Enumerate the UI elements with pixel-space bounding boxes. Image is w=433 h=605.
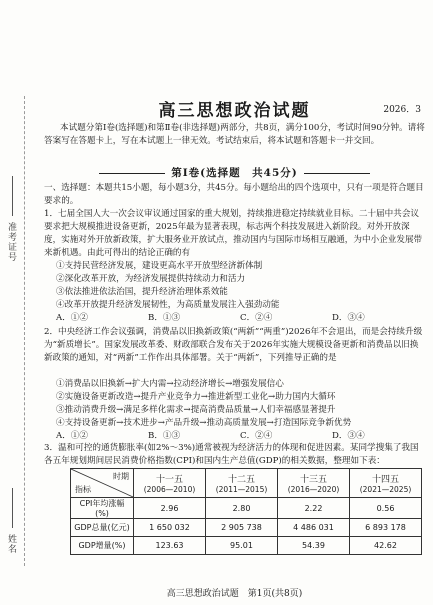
table-cell: 2.22 bbox=[278, 498, 350, 519]
table-cell: 1 650 032 bbox=[134, 519, 206, 537]
corner-top-label: 时期 bbox=[113, 472, 129, 481]
table-cell: 0.56 bbox=[350, 498, 422, 519]
table-cell: 6 893 178 bbox=[350, 519, 422, 537]
period-years: (2016—2020) bbox=[287, 485, 340, 494]
question-1-option: ①支持民营经济发展，建设更高水平开放型经济新体制 bbox=[56, 261, 263, 271]
period-years: (2011—2015) bbox=[215, 485, 268, 494]
table-header-cell bbox=[278, 469, 350, 498]
table-cell: 95.01 bbox=[206, 537, 278, 555]
corner-bottom-label: 指标 bbox=[75, 485, 91, 494]
binding-margin bbox=[0, 0, 34, 605]
section-1-title: 第Ⅰ卷(选择题 共45分) bbox=[171, 167, 298, 179]
question-2-choice-d[interactable]: D．③④ bbox=[332, 431, 365, 441]
exam-title: 高三思想政治试题 bbox=[158, 101, 311, 121]
period-years: (2021—2025) bbox=[359, 485, 412, 494]
row-label: GDP增量(%) bbox=[71, 537, 134, 555]
name-blank bbox=[12, 488, 14, 528]
question-2-option: ③推动消费升级→满足多样化需求→提高消费品质量→人们幸福感显著提升 bbox=[56, 405, 336, 415]
question-1-choice-a[interactable]: A．①② bbox=[56, 313, 88, 323]
question-1-choice-c[interactable]: C．②④ bbox=[240, 313, 273, 323]
table-header-cell bbox=[206, 469, 278, 498]
row-label: GDP总量(亿元) bbox=[71, 519, 134, 537]
period-name: 十一五 bbox=[155, 475, 183, 485]
seat-number-blank bbox=[12, 176, 14, 216]
table-cell: 123.63 bbox=[134, 537, 206, 555]
table-header-cell bbox=[134, 469, 206, 498]
question-2-option: ④支持设备更新→技术进步→产品升级→推动高质量发展→打造国际竞争新优势 bbox=[56, 418, 352, 428]
heading-rule-left bbox=[99, 173, 165, 174]
section-1-heading bbox=[44, 165, 425, 180]
row-label: CPI年均涨幅(%) bbox=[71, 498, 134, 519]
table-corner-cell bbox=[71, 469, 134, 498]
question-2-choice-c[interactable]: C．②④ bbox=[240, 431, 273, 441]
question-1-choice-d[interactable]: D．③④ bbox=[332, 313, 365, 323]
period-years: (2006—2010) bbox=[143, 485, 196, 494]
question-1-option: ②深化改革开放，为经济发展提供持续动力和活力 bbox=[56, 274, 246, 284]
table-row bbox=[71, 519, 422, 537]
exam-date: 2026．3 bbox=[383, 105, 421, 115]
table-cell: 4 486 031 bbox=[278, 519, 350, 537]
question-1-option: ④改革开放提升经济发展韧性，为高质量发展注入强劲动能 bbox=[56, 300, 280, 310]
seat-number-label: 准考证号 bbox=[6, 222, 16, 262]
question-2-choice-b[interactable]: B．①③ bbox=[148, 431, 181, 441]
table-row bbox=[71, 498, 422, 519]
table-row bbox=[71, 537, 422, 555]
question-3-stem: 3．温和可控的通货膨胀率(如2%～3%)通常被视为经济活力的体现和促进因素。某同学搜集了我国各五年规划期间居民消费价格指数(CPI)和国内生产总值(GDP)的相关数据，整理如下表： bbox=[44, 443, 419, 466]
period-name: 十三五 bbox=[299, 475, 327, 485]
table-header-cell bbox=[350, 469, 422, 498]
section-1-instruction: 一、选择题：本题共15小题，每小题3分，共45分。每小题给出的四个选项中，只有一项是符合题目要求的。 bbox=[44, 183, 424, 206]
heading-rule-right bbox=[304, 173, 370, 174]
period-name: 十二五 bbox=[227, 475, 255, 485]
table-cell: 2.80 bbox=[206, 498, 278, 519]
question-1-option: ③依法推进依法治国，提升经济治理体系效能 bbox=[56, 287, 228, 297]
question-2-choice-a[interactable]: A．①② bbox=[56, 431, 88, 441]
name-label: 姓名 bbox=[6, 534, 16, 554]
question-2-option: ①消费品以旧换新→扩大内需→拉动经济增长→增强发展信心 bbox=[56, 379, 284, 389]
period-name: 十四五 bbox=[371, 475, 399, 485]
question-2-stem: 2．中央经济工作会议强调，消费品以旧换新政策(“两新”“两重”)2026年不会退出，而是会持续升级为“新质增长”。国家发展改革委、财政部联合发布关于2026年实施大规模设备更新和消费品以旧换新政策的通知，对“两新”工作作出具体部署。关于“两新”，下列推导正确的是 bbox=[44, 327, 423, 363]
table-cell: 2 905 738 bbox=[206, 519, 278, 537]
table-header-row bbox=[71, 469, 422, 498]
question-1-stem: 1．七届全国人大一次会议审议通过国家的重大规划，持续推进稳定持续就业目标。二十届中共会议要求把大规模推进设备更新，2025年最为显著表现，标志两个科技发展进入新阶段。对外开放深度，实施对外开放新政策，扩大服务业开放试点，推动国内与国际市场相互融通，为中小企业发展带来新机遇。由此可得出的结论正确的有 bbox=[44, 209, 423, 258]
exam-instructions: 本试题分第Ⅰ卷(选择题)和第Ⅱ卷(非选择题)两部分，共8页，满分100分，考试时间90分钟。请将答案写在答题卡上，写在本试题上一律无效。考试结束后，将本试题和答题卡一并交回。 bbox=[44, 123, 425, 146]
question-2-option: ②实施设备更新改造→提升产业竞争力→推进新型工业化→助力国内大循环 bbox=[56, 392, 336, 402]
page-footer: 高三思想政治试题 第1页(共8页) bbox=[166, 589, 303, 599]
table-cell: 42.62 bbox=[350, 537, 422, 555]
cpi-gdp-table bbox=[70, 468, 422, 555]
binding-dashed-line bbox=[24, 96, 25, 566]
table-cell: 54.39 bbox=[278, 537, 350, 555]
question-1-choice-b[interactable]: B．①③ bbox=[148, 313, 181, 323]
table-cell: 2.96 bbox=[134, 498, 206, 519]
